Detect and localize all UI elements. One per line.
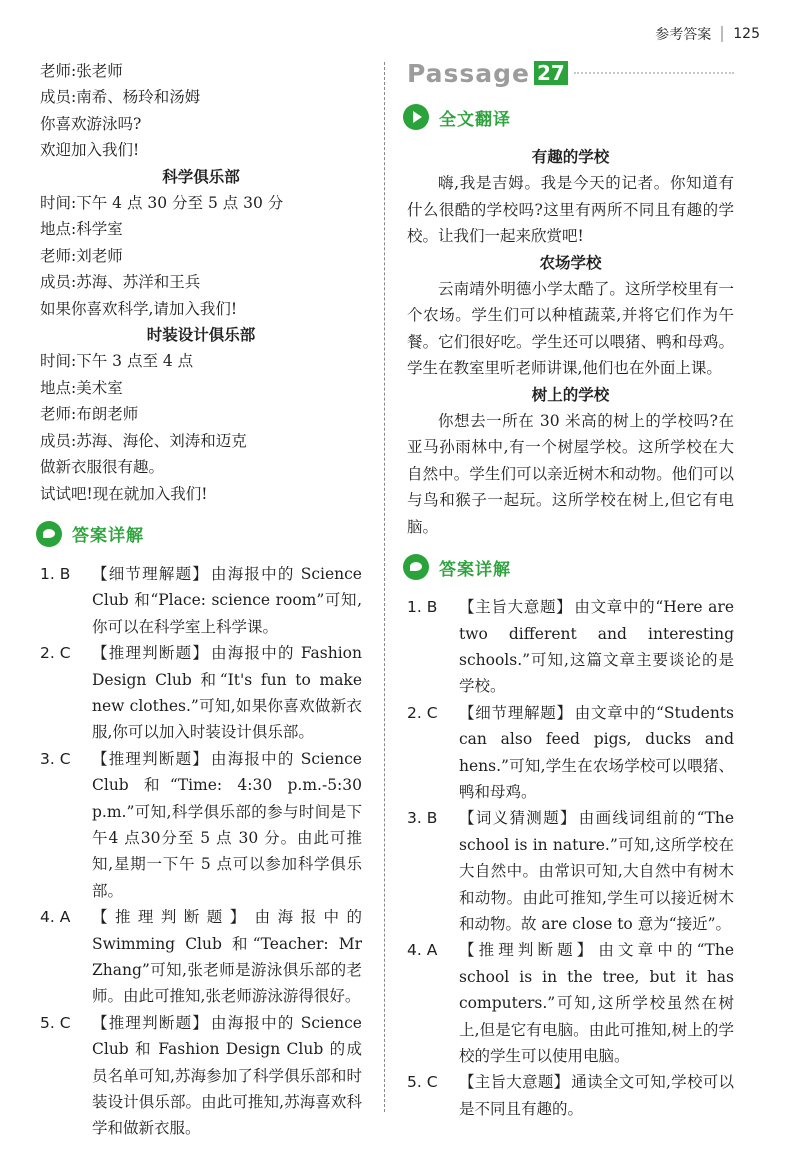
answer-item [407, 937, 734, 1069]
question-type: 【推理判断题】 [92, 644, 210, 663]
text-line: 老师:张老师 [40, 62, 123, 80]
page-header [655, 24, 760, 44]
paragraph: 你想去一所在 30 米高的树上的学校吗?在亚马孙雨林中,有一个树屋学校。这所学校在大自然中。学生们可以亲近树木和动物。他们可以与鸟和猴子一起玩。这所学校在树上,但它有电脑。 [407, 412, 734, 536]
left-answer-list [40, 561, 362, 1142]
answer-explanation [459, 805, 734, 937]
section-heading: 树上的学校 [531, 385, 610, 404]
answer-number: 3. C [40, 749, 71, 768]
section-title: 全文翻译 [439, 109, 511, 130]
header-label: 参考答案 [655, 27, 712, 43]
answer-item [407, 594, 734, 700]
question-type: 【主旨大意题】 [459, 598, 573, 617]
question-type: 【推理判断题】 [92, 908, 253, 927]
answer-explanation [92, 640, 362, 746]
page-number: 125 [733, 26, 760, 42]
answer-item [40, 904, 362, 1010]
answer-explanation [459, 1069, 734, 1122]
answer-explanation [92, 904, 362, 1010]
explanation-text: 由文章中的“Students can also feed pigs, ducks and hens.”可知,学生在农场学校可以喂猪、鸭和母鸡。 [459, 703, 734, 801]
passage-number: 27 [534, 61, 568, 85]
right-column [407, 58, 734, 1122]
explanation-text: 由海报中的 Science Club 和 Fashion Design Club 的成员名单可知,苏海参加了科学俱乐部和时装设计俱乐部。由此可推知,苏海喜欢科学和做新衣服。 [92, 1013, 362, 1138]
paragraph: 嗨,我是吉姆。我是今天的记者。你知道有什么很酷的学校吗?这里有两所不同且有趣的学校。让我们一起来欣赏吧! [407, 174, 734, 246]
dotted-rule [574, 72, 734, 74]
explanation-text: 由海报中的 Science Club 和“Time: 4:30 p.m.-5:30 p.m.”可知,科学俱乐部的参与时间是下午4 点30分至 5 点 30 分。由此可推知,星期一下午 5 点可以参加科学俱乐部。 [92, 749, 362, 900]
question-type: 【主旨大意题】 [459, 1073, 570, 1092]
text-line: 老师:刘老师 [40, 246, 123, 265]
text-line: 试试吧!现在就加入我们! [40, 484, 208, 503]
explanation-text: 由海报中的 Fashion Design Club 和“It's fun to make new clothes.”可知,如果你喜欢做新衣服,你可以加入时装设计俱乐部。 [92, 644, 362, 742]
answer-explanation [92, 1010, 362, 1142]
answer-explanation [459, 594, 734, 700]
explanation-text: 由文章中的“Here are two different and interesting schools.”可知,这篇文章主要谈论的是学校。 [459, 598, 734, 696]
answer-explanation [459, 937, 734, 1069]
text-line: 你喜欢游泳吗? [40, 114, 142, 133]
answer-number: 3. B [407, 809, 438, 828]
explanation-text: 通读全文可知,学校可以是不同且有趣的。 [459, 1073, 734, 1118]
answer-explanation [92, 561, 362, 640]
right-answers-heading [403, 544, 734, 590]
text-line: 老师:布朗老师 [40, 405, 139, 424]
question-type: 【推理判断题】 [92, 1013, 209, 1032]
text-line: 地点:美术室 [40, 378, 123, 397]
question-type: 【词义猜测题】 [459, 809, 577, 828]
answer-explanation [92, 746, 362, 904]
passage-label: Passage [407, 58, 531, 88]
answer-number: 2. C [40, 644, 71, 663]
text-line: 如果你喜欢科学,请加入我们! [40, 299, 238, 318]
club-heading: 时装设计俱乐部 [146, 326, 256, 345]
translation-heading [403, 94, 734, 140]
question-type: 【细节理解题】 [459, 703, 573, 722]
answer-number: 2. C [407, 703, 438, 722]
explanation-text: 由文章中的“The school is in the tree, but it has computers.”可知,这所学校虽然在树上,但是它有电脑。由此可推知,树上的学校的学生可以使用电脑。 [459, 941, 734, 1065]
answer-item [407, 700, 734, 806]
question-type: 【细节理解题】 [92, 564, 209, 583]
question-type: 【推理判断题】 [92, 749, 209, 768]
answer-number: 4. A [407, 941, 438, 960]
question-type: 【推理判断题】 [459, 941, 597, 960]
answer-item [407, 805, 734, 937]
answer-number: 5. C [407, 1073, 438, 1092]
section-heading: 农场学校 [539, 253, 602, 272]
text-line: 地点:科学室 [40, 220, 123, 239]
text-line: 成员:南希、杨玲和汤姆 [40, 88, 201, 107]
speech-bubble-icon [36, 521, 62, 547]
paragraph: 云南靖外明德小学太酷了。这所学校里有一个农场。学生们可以种植蔬菜,并将它们作为午餐。它们很好吃。学生还可以喂猪、鸭和母鸡。学生在教室里听老师讲课,他们也在外面上课。 [407, 280, 734, 378]
answer-item [40, 746, 362, 904]
section-title: 答案详解 [439, 559, 511, 580]
passage-heading [407, 58, 734, 88]
right-answer-list [407, 594, 734, 1122]
explanation-text: 由海报中的 Science Club 和“Place: science room”可知,你可以在科学室上科学课。 [92, 564, 362, 636]
answer-explanation [459, 700, 734, 806]
answer-number: 1. B [40, 564, 71, 583]
answer-item [40, 561, 362, 640]
text-line: 时间:下午 3 点至 4 点 [40, 352, 194, 371]
answer-item [407, 1069, 734, 1122]
answer-item [40, 1010, 362, 1142]
answer-number: 5. C [40, 1013, 71, 1032]
explanation-text: 由海报中的 Swimming Club 和“Teacher: Mr Zhang”可知,张老师是游泳俱乐部的老师。由此可推知,张老师游泳游得很好。 [92, 908, 362, 1006]
answer-item [40, 640, 362, 746]
poster-translation-continued [40, 58, 362, 507]
text-line: 时间:下午 4 点 30 分至 5 点 30 分 [40, 194, 284, 213]
header-separator [721, 26, 723, 42]
answer-number: 4. A [40, 908, 71, 927]
column-divider [384, 62, 385, 1112]
text-line: 欢迎加入我们! [40, 141, 140, 160]
translation-body [407, 144, 734, 540]
text-line: 成员:苏海、海伦、刘涛和迈克 [40, 431, 247, 450]
answer-number: 1. B [407, 598, 438, 617]
play-icon [403, 104, 429, 130]
left-answers-heading [36, 511, 362, 557]
text-line: 成员:苏海、苏洋和王兵 [40, 273, 201, 292]
left-column [40, 58, 362, 1142]
speech-bubble-icon [403, 554, 429, 580]
section-title: 答案详解 [72, 526, 144, 547]
text-line: 做新衣服很有趣。 [40, 458, 165, 477]
explanation-text: 由画线词组前的“The school is in nature.”可知,这所学校在大自然中。由常识可知,大自然中有树木和动物。由此可推知,学生可以接近树木和动物。故 are close to 意为“接近”。 [459, 809, 734, 933]
club-heading: 科学俱乐部 [162, 167, 240, 186]
section-heading: 有趣的学校 [531, 148, 610, 166]
